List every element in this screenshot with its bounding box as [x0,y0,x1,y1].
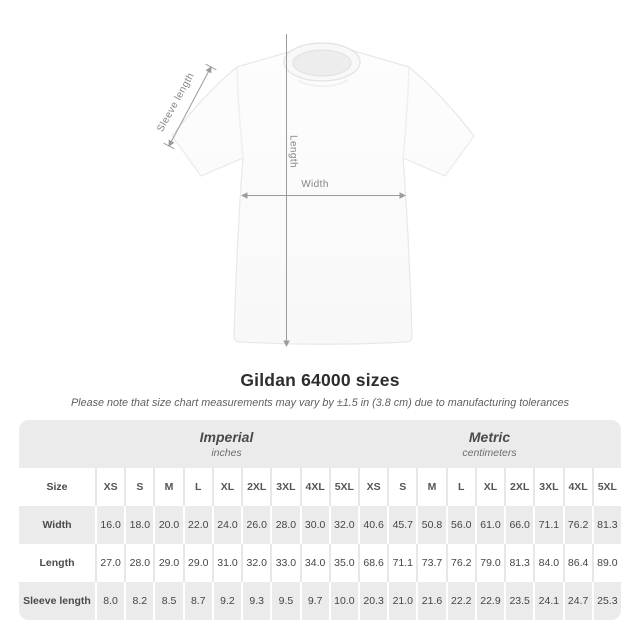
table-cell: 23.5 [504,582,533,620]
table-cell: 71.1 [387,544,416,582]
table-cell: 9.7 [300,582,329,620]
table-cell: 79.0 [475,544,504,582]
table-cell: 28.0 [124,544,153,582]
metric-group-unit: centimeters [462,447,517,459]
size-column-header: L [446,468,475,506]
table-cell: 50.8 [416,506,445,544]
table-cell: 9.2 [212,582,241,620]
table-cell: 27.0 [95,544,124,582]
table-cell: 24.0 [212,506,241,544]
sleeve-length-label: Sleeve length [155,71,197,134]
imperial-group-unit: inches [211,447,242,459]
table-cell: 29.0 [153,544,182,582]
imperial-group-name: Imperial [199,429,254,445]
table-cell: 76.2 [446,544,475,582]
size-header-row [19,468,621,506]
table-cell: 21.0 [387,582,416,620]
table-cell: 26.0 [241,506,270,544]
table-cell: 21.6 [416,582,445,620]
table-cell: 20.3 [358,582,387,620]
size-column-header: 3XL [270,468,299,506]
row-label: Width [42,519,72,531]
table-cell: 25.3 [592,582,621,620]
row-label: Sleeve length [23,595,91,607]
table-cell: 9.3 [241,582,270,620]
size-column-header: 4XL [563,468,592,506]
table-row-length [19,544,621,582]
group-header-spacer [19,420,95,468]
row-label: Length [39,557,75,569]
table-cell: 32.0 [329,506,358,544]
table-cell: 66.0 [504,506,533,544]
table-row-sleeve-length [19,582,621,620]
size-column-header: 2XL [241,468,270,506]
table-cell: 8.7 [183,582,212,620]
width-label: Width [301,179,329,190]
size-column-header: XL [212,468,241,506]
unit-group-header [19,420,621,468]
table-cell: 24.1 [533,582,562,620]
metric-group-header [358,420,621,468]
size-column-header: 2XL [504,468,533,506]
size-column-header: XS [95,468,124,506]
table-cell: 8.5 [153,582,182,620]
size-column-header: M [416,468,445,506]
table-cell: 81.3 [504,544,533,582]
table-cell: 32.0 [241,544,270,582]
table-cell: 22.0 [183,506,212,544]
size-table-body [19,506,621,620]
table-cell: 35.0 [329,544,358,582]
size-column-header: 3XL [533,468,562,506]
table-cell: 68.6 [358,544,387,582]
table-cell: 18.0 [124,506,153,544]
table-cell: 34.0 [300,544,329,582]
table-cell: 56.0 [446,506,475,544]
size-column-header: L [183,468,212,506]
size-column-header: 5XL [329,468,358,506]
table-cell: 89.0 [592,544,621,582]
table-cell: 28.0 [270,506,299,544]
size-column-header: S [124,468,153,506]
table-cell: 10.0 [329,582,358,620]
table-cell: 20.0 [153,506,182,544]
metric-group-name: Metric [468,429,511,445]
table-cell: 76.2 [563,506,592,544]
table-cell: 73.7 [416,544,445,582]
table-cell: 22.2 [446,582,475,620]
size-column-header: 4XL [300,468,329,506]
table-cell: 22.9 [475,582,504,620]
table-cell: 71.1 [533,506,562,544]
size-column-header: XS [358,468,387,506]
size-column-header: 5XL [592,468,621,506]
size-row-label: Size [46,481,68,493]
size-column-header: XL [475,468,504,506]
table-cell: 9.5 [270,582,299,620]
table-cell: 16.0 [95,506,124,544]
table-cell: 24.7 [563,582,592,620]
table-cell: 61.0 [475,506,504,544]
table-cell: 33.0 [270,544,299,582]
page-title: Gildan 64000 sizes [240,370,400,390]
size-column-header: M [153,468,182,506]
table-cell: 40.6 [358,506,387,544]
table-cell: 29.0 [183,544,212,582]
imperial-group-header [95,420,358,468]
table-cell: 31.0 [212,544,241,582]
length-label: Length [287,135,299,168]
table-cell: 81.3 [592,506,621,544]
table-row-width [19,506,621,544]
table-cell: 8.2 [124,582,153,620]
tolerance-note: Please note that size chart measurements may vary by ±1.5 in (3.8 cm) due to manufacturing tolerances [70,397,570,409]
size-table [19,420,621,620]
table-cell: 8.0 [95,582,124,620]
tshirt-graphic [172,43,474,344]
size-column-header: S [387,468,416,506]
table-cell: 30.0 [300,506,329,544]
table-cell: 84.0 [533,544,562,582]
table-cell: 86.4 [563,544,592,582]
table-cell: 45.7 [387,506,416,544]
